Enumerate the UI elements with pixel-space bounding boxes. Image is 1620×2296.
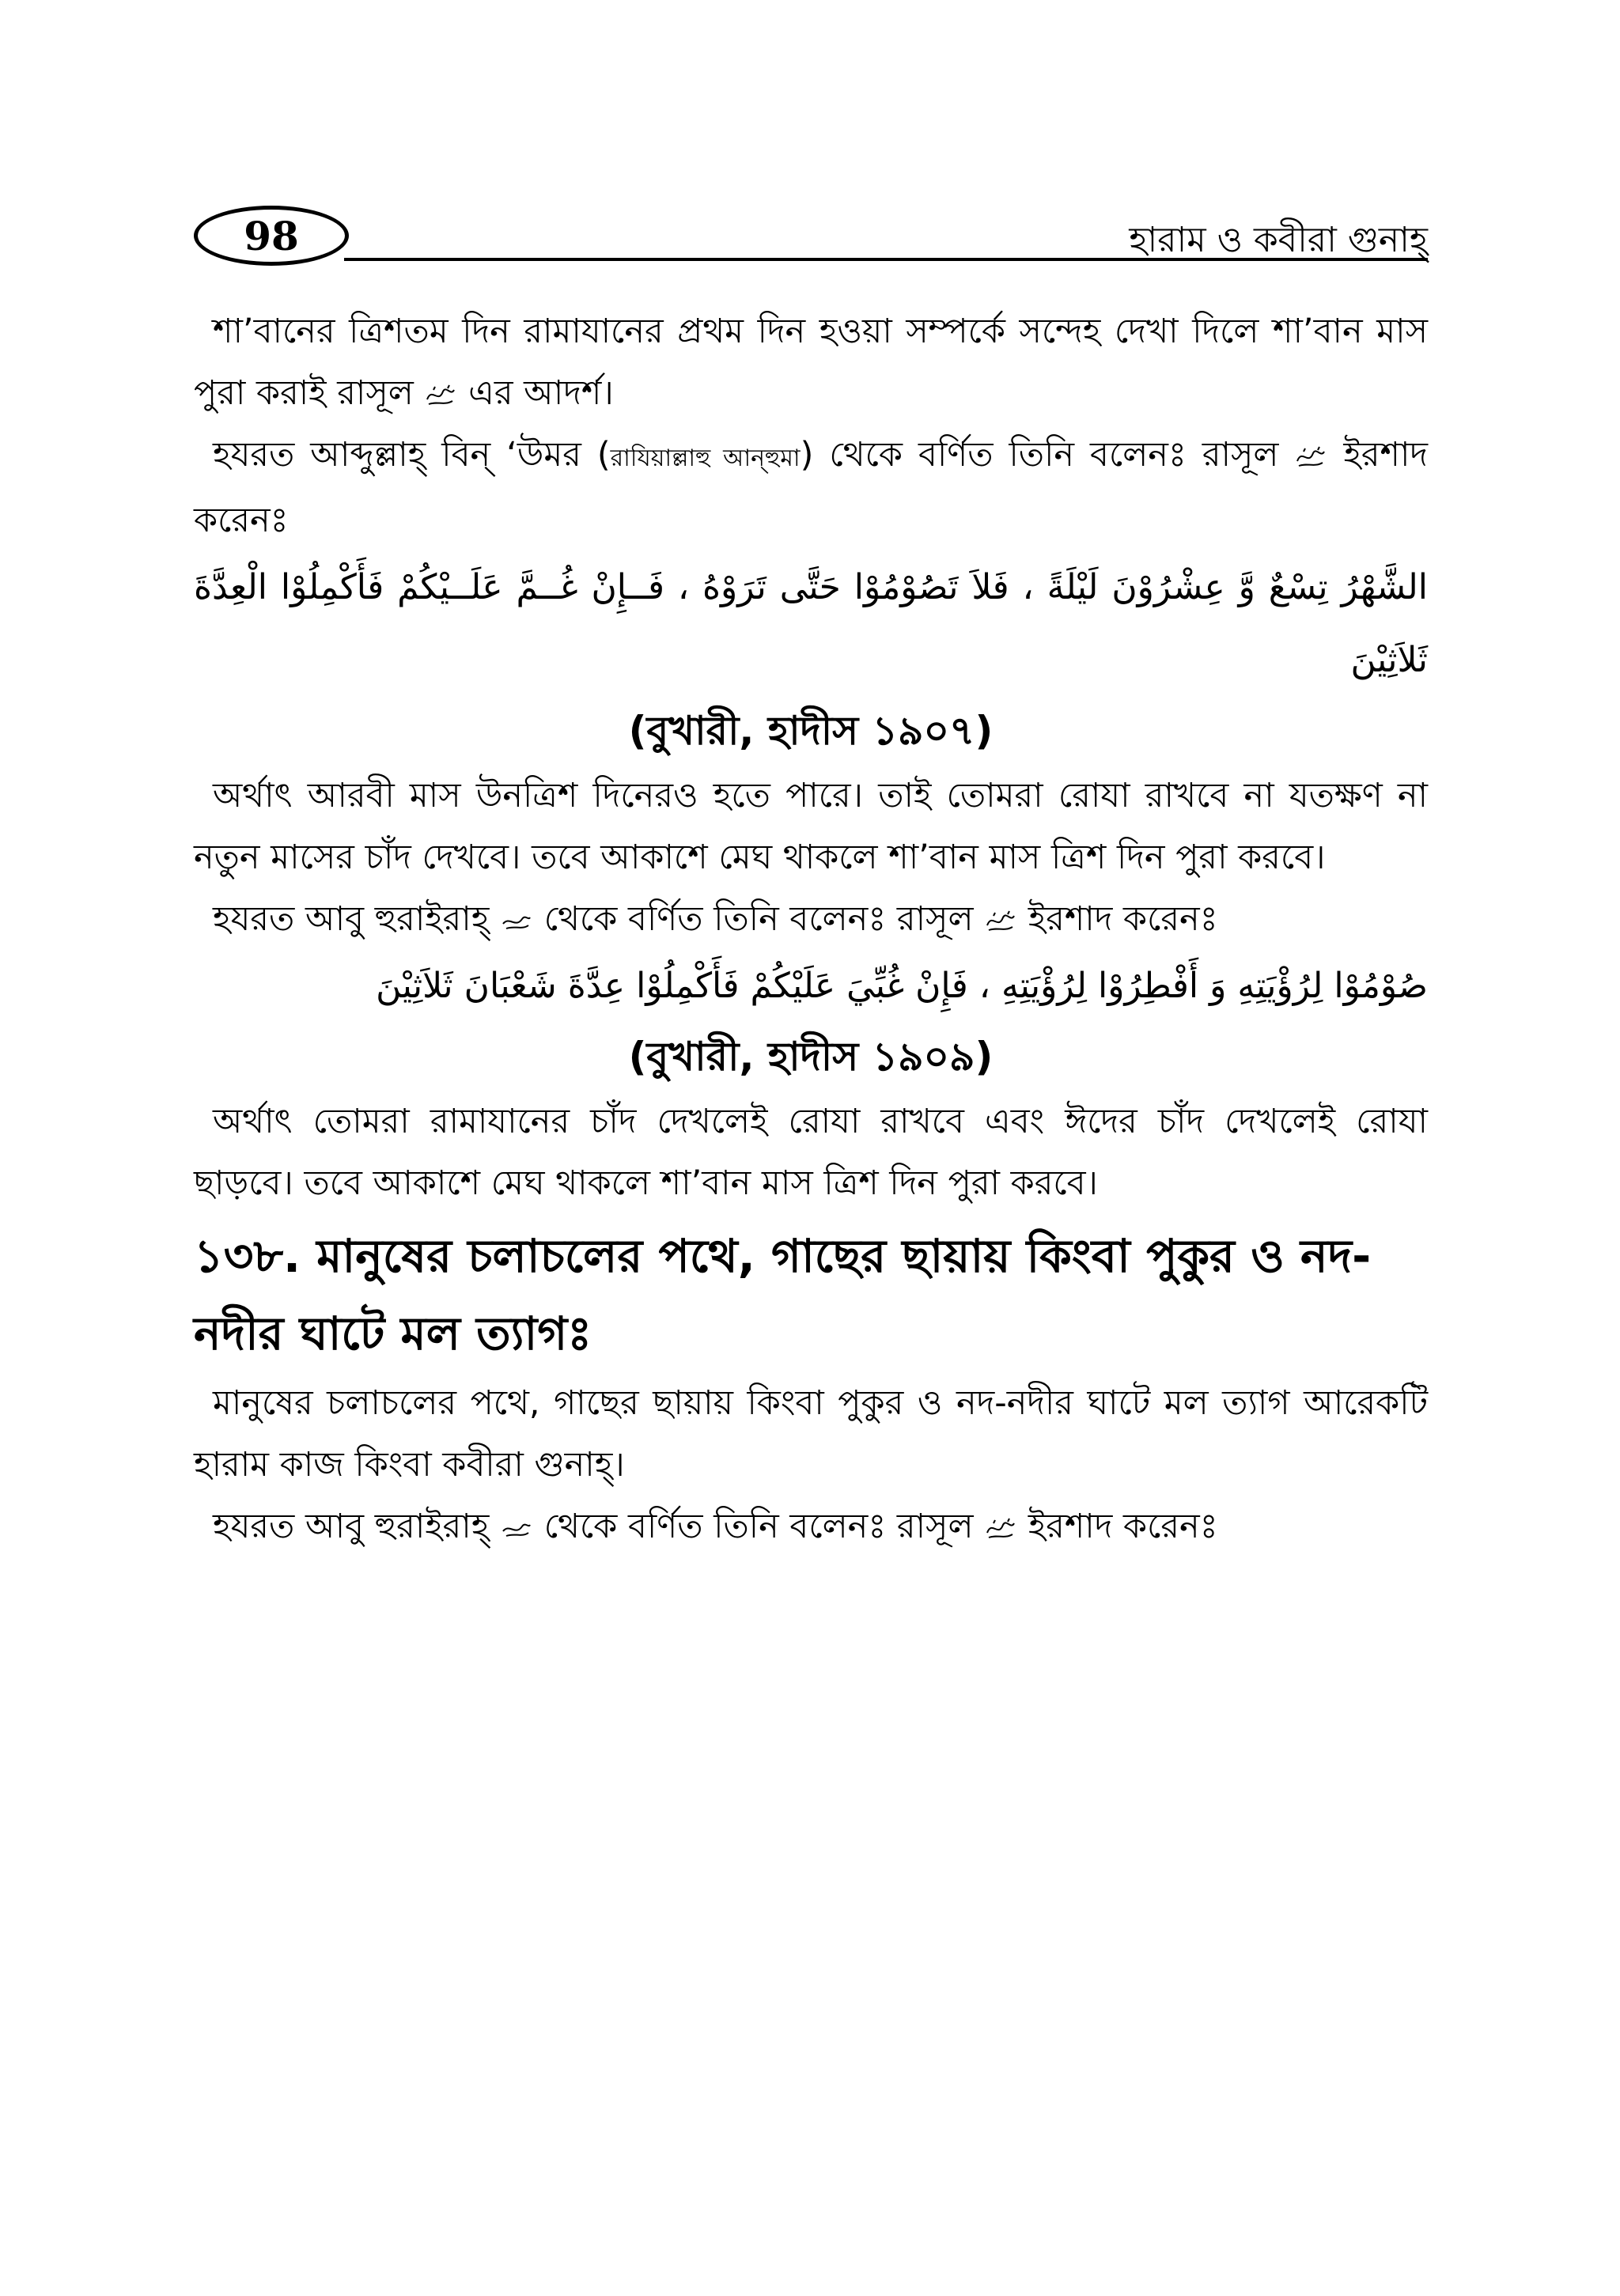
paragraph-2	[194, 424, 1428, 551]
salawat-honorific-icon	[1294, 444, 1327, 471]
paragraph-2-part-a: হযরত আব্দুল্লাহ্ বিন্ ‘উমর (	[213, 435, 611, 475]
salawat-honorific-icon	[424, 382, 457, 409]
paragraph-4-part-c: ইরশাদ করেনঃ	[1028, 899, 1218, 939]
paragraph-7	[194, 1496, 1428, 1557]
paragraph-2-honorific-text: রাযিয়াল্লাহু আন্হুমা	[610, 444, 801, 472]
header-rule	[344, 258, 1428, 261]
salawat-honorific-icon	[984, 1515, 1017, 1542]
paragraph-2-part-b: ) থেকে বর্ণিত তিনি বলেনঃ রাসূল	[800, 435, 1279, 475]
paragraph-4	[194, 888, 1428, 950]
section-heading: ১৩৮. মানুষের চলাচলের পথে, গাছের ছায়ায় কিংবা পুকুর ও নদ-নদীর ঘাটে মল ত্যাগঃ	[194, 1229, 1372, 1360]
reference-2: (বুখারী, হাদীস ১৯০৯)	[628, 1034, 994, 1080]
paragraph-1-text: শা’বানের ত্রিশতম দিন রামাযানের প্রথম দিন হওয়া সম্পর্কে সন্দেহ দেখা দিলে শা’বান মাস পুরা করাই রাসূল	[194, 312, 1428, 413]
paragraph-7-part-a: হযরত আবু হুরাইরাহ্	[213, 1507, 490, 1546]
paragraph-4-part-a: হযরত আবু হুরাইরাহ্	[213, 899, 490, 939]
radiyallahu-honorific-icon	[500, 1515, 533, 1542]
paragraph-1-tail: এর আদর্শ।	[468, 373, 614, 413]
running-title: হারাম ও কবীরা গুনাহ্	[1129, 220, 1428, 260]
page-header	[194, 196, 1428, 275]
arabic-hadith-1: الشَّهْرُ تِسْعٌ وَّ عِشْرُوْنَ لَيْلَةً ، فَلاَ تَصُوْمُوْا حَتَّى تَرَوْهُ ، فَــإِنْ غُــمَّ عَلَــيْكُمْ فَأَكْمِلُوْا الْعِدَّةَ ثَلاَثِيْنَ	[194, 567, 1428, 680]
paragraph-4-part-b: থেকে বর্ণিত তিনি বলেনঃ রাসূল	[543, 899, 974, 939]
arabic-hadith-2: صُوْمُوْا لِرُؤْيَتِهِ وَ أَفْطِرُوْا لِرُؤْيَتِهِ ، فَإِنْ غُبِّيَ عَلَيْكُمْ فَأَكْمِلُوْا عِدَّةَ شَعْبَانَ ثَلاَثِيْنَ	[376, 966, 1428, 1006]
paragraph-7-part-c: ইরশাদ করেনঃ	[1028, 1507, 1218, 1546]
radiyallahu-honorific-icon	[500, 908, 533, 935]
paragraph-7-part-b: থেকে বর্ণিত তিনি বলেনঃ রাসূল	[543, 1507, 974, 1546]
page-number: 98	[244, 212, 299, 259]
salawat-honorific-icon	[984, 908, 1017, 935]
paragraph-3: অর্থাৎ আরবী মাস উনত্রিশ দিনেরও হতে পারে। তাই তোমরা রোযা রাখবে না যতক্ষণ না নতুন মাসের চাঁদ দেখবে। তবে আকাশে মেঘ থাকলে শা’বান মাস ত্রিশ দিন পুরা করবে।	[194, 776, 1428, 877]
page-body	[194, 301, 1428, 1557]
paragraph-5: অর্থাৎ তোমরা রামাযানের চাঁদ দেখলেই রোযা রাখবে এবং ঈদের চাঁদ দেখলেই রোযা ছাড়বে। তবে আকাশে মেঘ থাকলে শা’বান মাস ত্রিশ দিন পুরা করবে।	[194, 1102, 1428, 1203]
paragraph-1	[194, 301, 1428, 424]
page-number-badge	[194, 206, 349, 266]
paragraph-2-part-c: ইরশাদ করেনঃ	[194, 435, 1429, 540]
reference-1: (বুখারী, হাদীস ১৯০৭)	[628, 708, 994, 754]
paragraph-6: মানুষের চলাচলের পথে, গাছের ছায়ায় কিংবা পুকুর ও নদ-নদীর ঘাটে মল ত্যাগ আরেকটি হারাম কাজ কিংবা কবীরা গুনাহ্।	[194, 1383, 1428, 1485]
